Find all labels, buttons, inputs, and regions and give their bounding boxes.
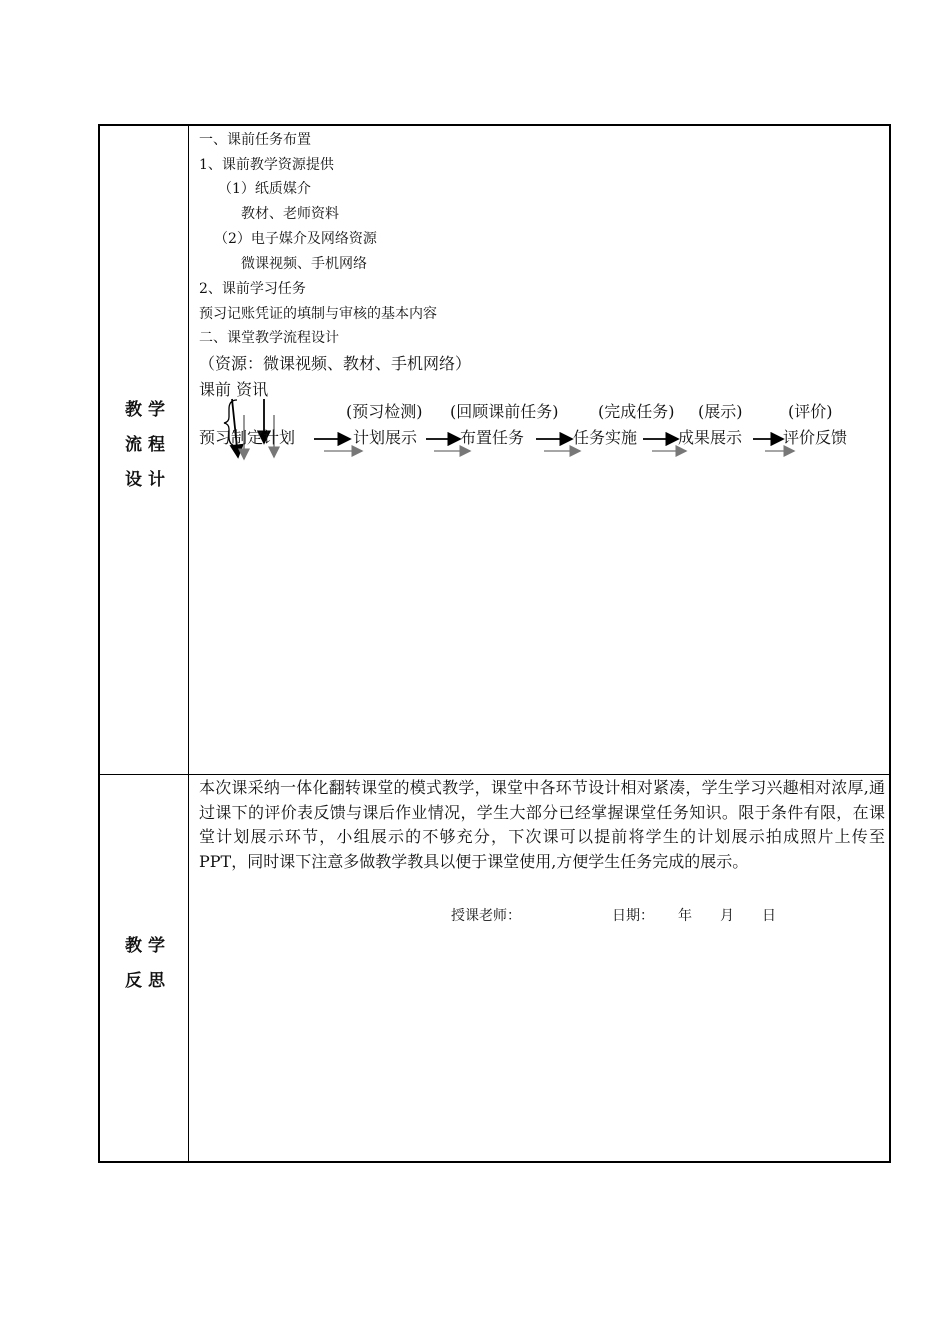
- design-label: [100, 393, 190, 498]
- flow-annotation: (展示): [698, 402, 743, 421]
- design-line: 微课视频、手机网络: [241, 256, 367, 272]
- flow-step: 任务实施: [573, 428, 638, 447]
- design-line: （资源：微课视频、教材、手机网络）: [199, 354, 472, 373]
- reflection-label-line: 教 学: [125, 936, 165, 956]
- design-line: 2、课前学习任务: [199, 281, 306, 297]
- month-label: 月: [720, 908, 734, 924]
- reflection-paragraph: 本次课采纳一体化翻转课堂的模式教学，课堂中各环节设计相对紧凑，学生学习兴趣相对浓厚,通过课下的评价表反馈与课后作业情况，学生大部分已经掌握课堂任务知识。限于条件有限，在课堂计划展示环节，小组展示的不够充分，下次课可以提前将学生的计划展示拍成照片上传至PPT，同时课下注意多做教学教具以便于课堂使用,方便学生任务完成的展示。: [199, 778, 885, 871]
- flow-step: 评价反馈: [783, 428, 848, 447]
- design-line: 一、课前任务布置: [199, 132, 311, 148]
- teacher-label: 授课老师：: [451, 908, 521, 924]
- design-label-line: 教 学: [125, 400, 165, 420]
- reflection-label-line: 反 思: [125, 971, 165, 991]
- date-label: 日期：: [612, 908, 654, 924]
- design-line: （2）电子媒介及网络资源: [214, 231, 377, 247]
- flow-step: 布置任务: [460, 428, 525, 447]
- row-divider: [98, 774, 891, 775]
- design-line: 1、课前教学资源提供: [199, 157, 334, 173]
- column-divider: [188, 124, 189, 1163]
- flow-annotation: (回顾课前任务): [450, 402, 559, 421]
- flow-step: 计划展示: [353, 428, 418, 447]
- flow-diagram: [188, 395, 891, 475]
- design-line: 预习记账凭证的填制与审核的基本内容: [199, 306, 437, 322]
- design-label-line: 流 程: [125, 435, 165, 455]
- flow-annotation: (完成任务): [598, 402, 675, 421]
- design-line: （1）纸质媒介: [218, 181, 311, 197]
- flow-annotation: (评价): [788, 402, 833, 421]
- day-label: 日: [762, 908, 776, 924]
- design-label-line: 设 计: [125, 470, 165, 490]
- flow-step: 预习制定计划: [199, 428, 296, 447]
- design-line: 二、课堂教学流程设计: [199, 330, 339, 346]
- design-line: 教材、老师资料: [241, 206, 339, 222]
- flow-step: 成果展示: [678, 428, 743, 447]
- year-label: 年: [678, 908, 692, 924]
- reflection-label: [100, 929, 190, 999]
- design-line: 课前 资讯: [199, 380, 269, 399]
- flow-annotation: (预习检测): [346, 402, 423, 421]
